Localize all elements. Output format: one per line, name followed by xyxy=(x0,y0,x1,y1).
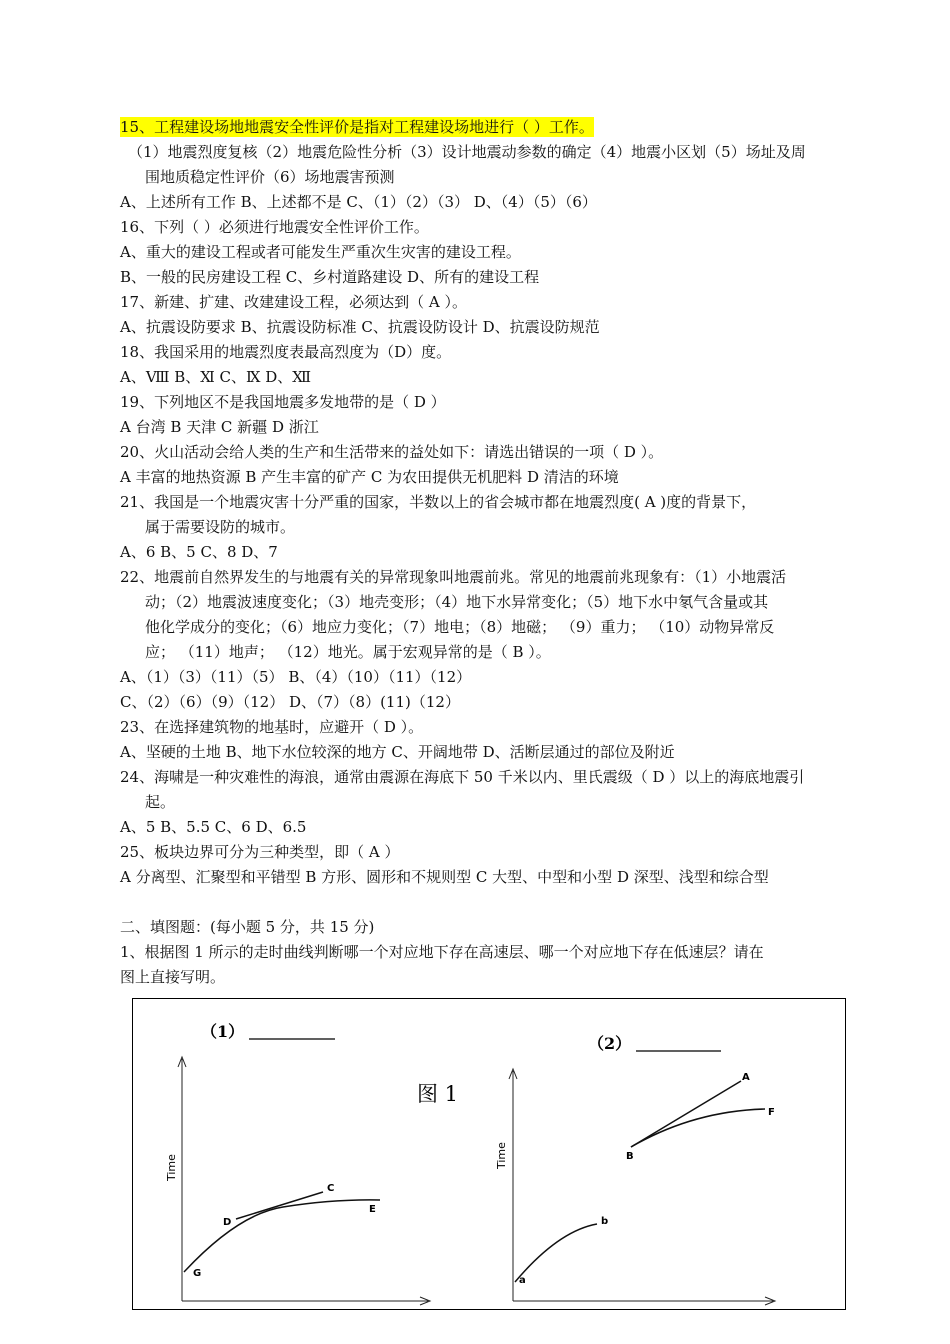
panel2-point-F: F xyxy=(768,1107,775,1118)
panel2-axes xyxy=(509,1069,775,1305)
text-line-q22: 22、地震前自然界发生的与地震有关的异常现象叫地震前兆。常见的地震前兆现象有：（1）小地震活 xyxy=(120,568,787,586)
text-line-q23-ans: A、坚硬的土地 B、地下水位较深的地方 C、开阔地带 D、活断层通过的部位及附近 xyxy=(120,743,675,761)
text-line-q24-2: 起。 xyxy=(145,793,176,811)
panel2-curve-BF xyxy=(631,1109,765,1147)
text-line-q24: 24、海啸是一种灾难性的海浪，通常由震源在海底下 50 千米以内、里氏震级（ D ）以上的海底地震引 xyxy=(120,768,805,786)
panel1-line-DC xyxy=(236,1192,323,1219)
text-line-q21: 21、我国是一个地震灾害十分严重的国家，半数以上的省会城市都在地震烈度( A )度的背景下， xyxy=(120,493,757,511)
panel2-line-BA xyxy=(631,1081,741,1147)
panel1-axis-label: Time xyxy=(165,1154,178,1181)
text-line-q15: 15、工程建设场地地震安全性评价是指对工程建设场地进行（ ）工作。 xyxy=(120,118,594,136)
text-line-sec2: 二、填图题：(每小题 5 分，共 15 分) xyxy=(120,918,375,936)
text-line-q19-ans: A 台湾 B 天津 C 新疆 D 浙江 xyxy=(120,418,319,436)
figure-1-box xyxy=(132,998,846,1310)
panel1-curve-GE xyxy=(184,1200,380,1272)
text-line-q19: 19、下列地区不是我国地震多发地带的是（ D ） xyxy=(120,393,446,411)
panel1-point-C: C xyxy=(327,1183,335,1194)
text-line-q25: 25、板块边界可分为三种类型，即（ A ） xyxy=(120,843,400,861)
text-line-q15-opt2: 围地质稳定性评价（6）场地震害预测 xyxy=(145,168,395,186)
text-line-q21-ans: A、6 B、5 C、8 D、7 xyxy=(120,543,278,561)
panel2-point-b: b xyxy=(601,1216,609,1227)
panel1-axes xyxy=(178,1057,430,1305)
text-line-q16-bcd: B、一般的民房建设工程 C、乡村道路建设 D、所有的建设工程 xyxy=(120,268,540,286)
text-line-fq1: 1、根据图 1 所示的走时曲线判断哪一个对应地下存在高速层、哪一个对应地下存在低速层？请在 xyxy=(120,943,764,961)
text-line-q17-ans: A、抗震设防要求 B、抗震设防标准 C、抗震设防设计 D、抗震设防规范 xyxy=(120,318,600,336)
text-line-q22-ab: A、（1）（3）（11）（5） B、（4）（10）（11）（12） xyxy=(120,668,472,686)
panel1-point-G: G xyxy=(193,1268,202,1279)
panel1-point-D: D xyxy=(223,1217,232,1228)
text-line-q17: 17、新建、扩建、改建建设工程，必须达到（ A ）。 xyxy=(120,293,467,311)
panel2-curve-ab xyxy=(515,1224,597,1282)
text-line-q21-2: 属于需要设防的城市。 xyxy=(145,518,296,536)
panel1-label: （1） xyxy=(201,1022,245,1041)
text-line-q24-ans: A、5 B、5.5 C、6 D、6.5 xyxy=(120,818,307,836)
text-line-q18: 18、我国采用的地震烈度表最高烈度为（D）度。 xyxy=(120,343,452,361)
panel2-axis-label: Time xyxy=(495,1142,508,1169)
text-line-q16-a: A、重大的建设工程或者可能发生严重次生灾害的建设工程。 xyxy=(120,243,521,261)
text-line-q16: 16、下列（ ）必须进行地震安全性评价工作。 xyxy=(120,218,429,236)
text-line-q22-3: 他化学成分的变化；（6）地应力变化；（7）地电；（8）地磁； （9）重力； （10）动物异常反 xyxy=(145,618,775,636)
text-line-fq1-2: 图上直接写明。 xyxy=(120,968,226,986)
text-line-q22-4: 应； （11）地声； （12）地光。属于宏观异常的是（ B ）。 xyxy=(145,643,551,661)
text-line-q20: 20、火山活动会给人类的生产和生活带来的益处如下：请选出错误的一项（ D ）。 xyxy=(120,443,664,461)
figure-title: 图 1 xyxy=(417,1082,459,1106)
panel2-point-B: B xyxy=(626,1151,634,1162)
text-line-q20-ans: A 丰富的地热资源 B 产生丰富的矿产 C 为农田提供无机肥料 D 清洁的环境 xyxy=(120,468,619,486)
panel1-point-E: E xyxy=(369,1204,376,1215)
text-line-q25-ans: A 分离型、汇聚型和平错型 B 方形、圆形和不规则型 C 大型、中型和小型 D 深型、浅型和综合型 xyxy=(120,868,769,886)
text-line-q15-ans: A、上述所有工作 B、上述都不是 C、（1）（2）（3） D、（4）（5）（6） xyxy=(120,193,597,211)
text-line-q15-opt1: （1）地震烈度复核（2）地震危险性分析（3）设计地震动参数的确定（4）地震小区划（5）场址及周 xyxy=(128,143,806,161)
text-line-q22-2: 动；（2）地震波速度变化；（3）地壳变形；（4）地下水异常变化；（5）地下水中氡气含量或其 xyxy=(145,593,769,611)
text-line-q22-cd: C、（2）（6）（9）（12） D、（7）（8）(11)（12） xyxy=(120,693,460,711)
panel2-point-a: a xyxy=(519,1275,526,1286)
text-line-q23: 23、在选择建筑物的地基时，应避开（ D ）。 xyxy=(120,718,424,736)
text-line-q18-ans: A、Ⅷ B、Ⅺ C、Ⅸ D、Ⅻ xyxy=(120,368,312,386)
figure-1-svg xyxy=(133,999,847,1311)
panel2-label: （2） xyxy=(588,1034,632,1053)
panel2-point-A: A xyxy=(742,1072,750,1083)
